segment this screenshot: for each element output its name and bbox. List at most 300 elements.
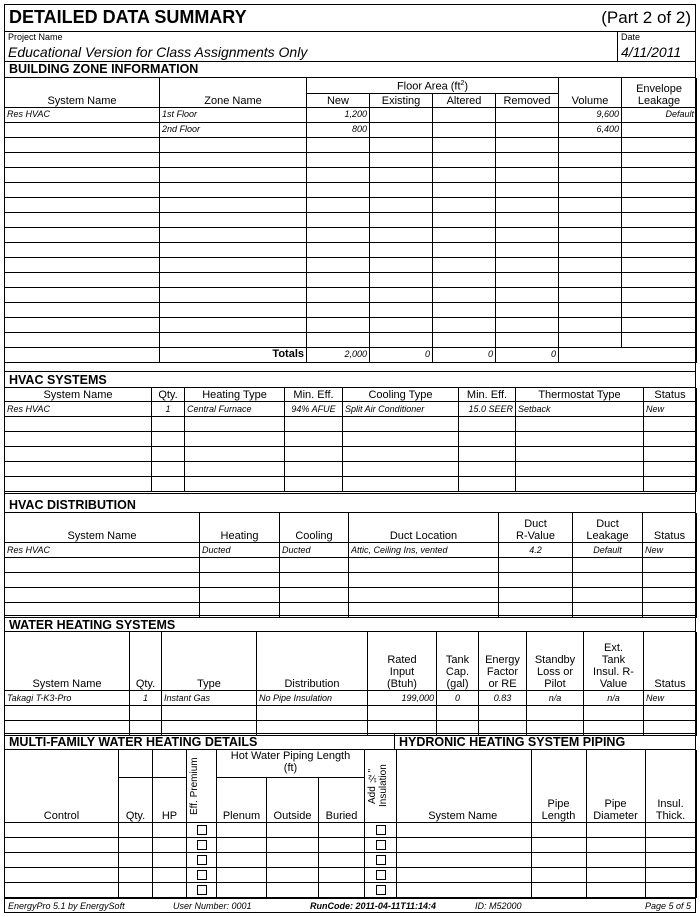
mf-cell (217, 838, 267, 853)
zone-cell-removed (496, 122, 559, 137)
leak-label-2: Leakage (586, 530, 629, 542)
zone-cell-new (307, 167, 370, 182)
floor-area-sup: 2 (460, 80, 465, 87)
floor-area-close: ) (464, 80, 469, 93)
hvac-cell (343, 432, 459, 447)
zone-col-zone: Zone Name (160, 78, 307, 107)
input-label-3: (Btuh) (387, 678, 417, 690)
distribution-cell (200, 588, 280, 603)
eff-premium-checkbox[interactable] (197, 870, 207, 880)
hvac-cell (152, 432, 185, 447)
section-water-title: WATER HEATING SYSTEMS (5, 615, 695, 632)
leakage-label: Leakage (637, 94, 681, 107)
zone-cell-altered (433, 107, 496, 122)
totals-label: Totals (160, 347, 307, 362)
mf-cell (267, 883, 319, 898)
thick-label-1: Insul. (657, 798, 684, 810)
thick-label-2: Thick. (655, 810, 686, 822)
zone-cell-zone (160, 197, 307, 212)
footer-id: ID: M52000 (475, 901, 522, 911)
zone-cell-altered (433, 152, 496, 167)
distribution-cell: New (643, 543, 697, 558)
hvac-cell (516, 462, 644, 477)
eff-premium-checkbox[interactable] (197, 840, 207, 850)
mf-cell (119, 838, 153, 853)
insul-label-4: Value (599, 678, 628, 690)
eff-premium-checkbox[interactable] (197, 885, 207, 895)
zone-cell-leakage (622, 212, 697, 227)
footer (5, 898, 695, 913)
mf-cell (217, 853, 267, 868)
distribution-cell (573, 573, 643, 588)
hvac-cell (644, 417, 697, 432)
zone-cell-altered (433, 182, 496, 197)
mf-cell (153, 823, 187, 838)
zone-cell-existing (370, 107, 433, 122)
water-col-ef (479, 632, 527, 691)
zone-cell-removed (496, 212, 559, 227)
table-row (5, 853, 397, 868)
table-row (395, 868, 696, 883)
zone-cell-removed (496, 272, 559, 287)
zone-cell-leakage (622, 242, 697, 257)
total-altered: 0 (433, 347, 496, 362)
mf-cell (267, 868, 319, 883)
zone-cell-system (5, 212, 160, 227)
input-label-1: Rated (387, 654, 417, 666)
zone-cell-removed (496, 182, 559, 197)
tank-label-3: (gal) (446, 678, 469, 690)
add-insulation-checkbox[interactable] (376, 840, 386, 850)
zone-cell-new (307, 212, 370, 227)
zone-col-new: New (307, 93, 370, 107)
mf-cell (267, 853, 319, 868)
zone-cell-removed (496, 242, 559, 257)
mf-cell (5, 868, 119, 883)
hydronic-table (395, 750, 697, 898)
totals-spacer-leakage (622, 347, 697, 362)
distribution-cell: Ducted (280, 543, 349, 558)
zone-cell-system (5, 227, 160, 242)
hydronic-cell (586, 823, 645, 838)
zone-cell-existing (370, 212, 433, 227)
distribution-cell (499, 558, 573, 573)
ef-label-1: Energy (485, 654, 520, 666)
table-row (5, 317, 697, 332)
mf-col-qty: Qty. (119, 778, 153, 823)
table-row (5, 137, 697, 152)
dist-col-location: Duct Location (349, 513, 499, 543)
mf-cell (217, 868, 267, 883)
distribution-cell (573, 588, 643, 603)
hydronic-cell (395, 838, 531, 853)
hvac-cell: 94% AFUE (285, 402, 343, 417)
eff-premium-checkbox[interactable] (197, 825, 207, 835)
hvac-col-header: Heating Type (185, 388, 285, 402)
table-row (5, 302, 697, 317)
footer-software: EnergyPro 5.1 by EnergySoft (8, 901, 125, 911)
hvac-cell (185, 432, 285, 447)
zone-col-existing: Existing (370, 93, 433, 107)
standby-label-3: Pilot (544, 678, 566, 690)
hvac-cell (285, 462, 343, 477)
zone-cell-zone (160, 317, 307, 332)
zone-table (4, 78, 697, 363)
hydronic-cell (395, 823, 531, 838)
footer-page: Page 5 of 5 (644, 901, 691, 911)
table-row (5, 272, 697, 287)
zone-cell-system (5, 287, 160, 302)
add-insulation-checkbox[interactable] (376, 885, 386, 895)
zone-cell-system (5, 302, 160, 317)
water-cell: 1 (130, 691, 162, 706)
water-cell (368, 706, 437, 721)
hydronic-cell (586, 853, 645, 868)
zone-cell-new (307, 182, 370, 197)
hvac-cell (516, 432, 644, 447)
hvac-cell (185, 417, 285, 432)
zone-cell-volume (559, 332, 622, 347)
zone-cell-leakage (622, 332, 697, 347)
footer-user: User Number: 0001 (173, 901, 252, 911)
zone-cell-zone (160, 212, 307, 227)
zone-cell-existing (370, 242, 433, 257)
hvac-cell: New (644, 402, 697, 417)
distribution-cell (280, 573, 349, 588)
add-insulation-checkbox[interactable] (376, 870, 386, 880)
zone-cell-leakage (622, 152, 697, 167)
water-col-status: Status (644, 632, 697, 691)
table-row (395, 838, 696, 853)
hvac-cell: Central Furnace (185, 402, 285, 417)
add-insulation-checkbox[interactable] (376, 825, 386, 835)
distribution-cell (5, 573, 200, 588)
mf-cell (5, 823, 119, 838)
mf-cell (319, 868, 365, 883)
hvac-cell (152, 462, 185, 477)
hydronic-cell (531, 883, 586, 898)
hvac-cell (5, 462, 152, 477)
zone-cell-system (5, 137, 160, 152)
table-row (5, 287, 697, 302)
hydronic-cell (645, 883, 696, 898)
water-col-system: System Name (5, 632, 130, 691)
hvac-cell (516, 447, 644, 462)
section-distribution-title: HVAC DISTRIBUTION (5, 493, 695, 513)
distribution-cell (200, 573, 280, 588)
water-cell (437, 706, 479, 721)
zone-cell-zone (160, 332, 307, 347)
dist-col-heating: Heating (200, 513, 280, 543)
report-page (4, 4, 696, 913)
hvac-cell (5, 477, 152, 492)
mf-cell (319, 883, 365, 898)
input-label-2: Input (389, 666, 415, 678)
insulation-label: Add ½" Insulation (367, 764, 390, 808)
mf-cell (267, 823, 319, 838)
date-label: Date (621, 32, 641, 42)
distribution-cell (499, 573, 573, 588)
water-cell: 0 (437, 691, 479, 706)
hvac-cell (185, 462, 285, 477)
water-col-insul (584, 632, 644, 691)
zone-cell-system: Res HVAC (5, 107, 160, 122)
zone-cell-leakage (622, 317, 697, 332)
water-cell (527, 706, 584, 721)
zone-cell-altered (433, 317, 496, 332)
hvac-cell (644, 447, 697, 462)
zone-cell-volume (559, 167, 622, 182)
hydronic-cell (531, 823, 586, 838)
table-row (5, 212, 697, 227)
mf-cell (153, 883, 187, 898)
zone-cell-system (5, 167, 160, 182)
piping-unit-label: (ft) (283, 762, 298, 774)
mf-col-piping (217, 750, 365, 778)
zone-cell-removed (496, 152, 559, 167)
mf-cell (187, 853, 217, 868)
distribution-cell (5, 588, 200, 603)
distribution-cell (349, 558, 499, 573)
distribution-cell: Default (573, 543, 643, 558)
table-row (5, 122, 697, 137)
zone-col-floor-area (307, 78, 559, 93)
mf-cell (267, 838, 319, 853)
zone-cell-zone (160, 182, 307, 197)
table-row (5, 477, 697, 492)
water-cell (257, 706, 368, 721)
table-row (5, 257, 697, 272)
zone-cell-existing (370, 167, 433, 182)
mf-cell (119, 868, 153, 883)
zone-cell-system (5, 122, 160, 137)
hydronic-cell (395, 883, 531, 898)
water-col-type: Type (162, 632, 257, 691)
zone-cell-removed (496, 287, 559, 302)
insul-label-2: Tank (601, 654, 626, 666)
zone-cell-system (5, 272, 160, 287)
zone-cell-zone (160, 167, 307, 182)
hydronic-cell (395, 853, 531, 868)
mf-col-eff-premium (187, 750, 217, 823)
hvac-col-header: Cooling Type (343, 388, 459, 402)
zone-cell-system (5, 317, 160, 332)
zone-cell-existing (370, 257, 433, 272)
water-col-qty: Qty. (130, 632, 162, 691)
hvac-cell (516, 417, 644, 432)
zone-cell-zone (160, 227, 307, 242)
zone-cell-leakage (622, 197, 697, 212)
hydronic-cell (645, 838, 696, 853)
zone-cell-zone (160, 152, 307, 167)
water-cell (584, 706, 644, 721)
water-col-input (368, 632, 437, 691)
zone-cell-removed (496, 332, 559, 347)
water-cell (162, 706, 257, 721)
table-row (5, 107, 697, 122)
table-row (5, 332, 697, 347)
table-row (395, 853, 696, 868)
hvac-col-header: Min. Eff. (459, 388, 516, 402)
hvac-cell: 15.0 SEER (459, 402, 516, 417)
zone-cell-volume: 9,600 (559, 107, 622, 122)
mf-cell (119, 883, 153, 898)
water-cell: 199,000 (368, 691, 437, 706)
length-label-2: Length (541, 810, 576, 822)
table-row (5, 152, 697, 167)
tank-label-1: Tank (445, 654, 470, 666)
hydronic-cell (586, 883, 645, 898)
table-row (5, 706, 697, 721)
zone-cell-existing (370, 197, 433, 212)
zone-col-altered: Altered (433, 93, 496, 107)
zone-col-volume: Volume (559, 78, 622, 107)
hyd-col-system: System Name (395, 750, 531, 823)
dist-col-leakage (573, 513, 643, 543)
zone-cell-system (5, 332, 160, 347)
mf-cell (319, 823, 365, 838)
zone-cell-zone: 1st Floor (160, 107, 307, 122)
section-zone-title: BUILDING ZONE INFORMATION (5, 61, 695, 78)
add-insulation-checkbox[interactable] (376, 855, 386, 865)
project-name-label: Project Name (8, 32, 63, 42)
table-row (5, 167, 697, 182)
table-row (5, 868, 397, 883)
zone-cell-altered (433, 137, 496, 152)
zone-cell-altered (433, 302, 496, 317)
mf-cell (187, 868, 217, 883)
zone-cell-new (307, 227, 370, 242)
zone-cell-system (5, 242, 160, 257)
zone-cell-new (307, 317, 370, 332)
mf-col-outside: Outside (267, 778, 319, 823)
zone-cell-removed (496, 227, 559, 242)
table-row (5, 197, 697, 212)
zone-cell-volume (559, 212, 622, 227)
dist-col-status: Status (643, 513, 697, 543)
zone-cell-existing (370, 137, 433, 152)
total-existing: 0 (370, 347, 433, 362)
table-row (5, 242, 697, 257)
zone-cell-altered (433, 197, 496, 212)
distribution-cell: 4.2 (499, 543, 573, 558)
section-hydronic-title: HYDRONIC HEATING SYSTEM PIPING (395, 733, 695, 750)
hydronic-cell (645, 868, 696, 883)
eff-premium-checkbox[interactable] (197, 855, 207, 865)
water-cell (479, 706, 527, 721)
table-row (5, 823, 397, 838)
hydronic-cell (395, 868, 531, 883)
hvac-cell: Split Air Conditioner (343, 402, 459, 417)
zone-cell-system (5, 197, 160, 212)
distribution-table (4, 513, 697, 618)
eff-premium-label: Eff. Premium (189, 757, 200, 815)
zone-cell-zone (160, 137, 307, 152)
zone-cell-altered (433, 167, 496, 182)
dist-col-cooling: Cooling (280, 513, 349, 543)
dist-col-system: System Name (5, 513, 200, 543)
mf-cell (365, 883, 397, 898)
report-title: DETAILED DATA SUMMARY (9, 7, 247, 27)
hvac-cell (459, 477, 516, 492)
hvac-cell (343, 462, 459, 477)
hvac-col-header: System Name (5, 388, 152, 402)
hvac-cell (285, 447, 343, 462)
water-cell (5, 706, 130, 721)
zone-cell-new (307, 302, 370, 317)
hvac-cell (152, 417, 185, 432)
part-indicator: (Part 2 of 2) (601, 8, 691, 27)
zone-cell-altered (433, 122, 496, 137)
zone-cell-volume (559, 152, 622, 167)
mf-col-control: Control (5, 750, 119, 823)
zone-cell-leakage (622, 167, 697, 182)
mf-col-qty-top (119, 750, 153, 778)
zone-cell-volume (559, 287, 622, 302)
total-new: 2,000 (307, 347, 370, 362)
zone-cell-leakage (622, 287, 697, 302)
hydronic-cell (586, 838, 645, 853)
mf-cell (119, 853, 153, 868)
zone-cell-new (307, 242, 370, 257)
distribution-cell (499, 588, 573, 603)
water-cell: No Pipe Insulation (257, 691, 368, 706)
hvac-cell (185, 477, 285, 492)
zone-cell-zone: 2nd Floor (160, 122, 307, 137)
insul-label-3: Insul. R- (593, 666, 634, 678)
length-label-1: Pipe (547, 798, 570, 810)
table-row (5, 417, 697, 432)
water-cell: n/a (527, 691, 584, 706)
hvac-cell (459, 432, 516, 447)
mf-cell (319, 853, 365, 868)
hvac-cell: 1 (152, 402, 185, 417)
hvac-cell (459, 417, 516, 432)
title-bar (5, 5, 695, 32)
hydronic-cell (531, 853, 586, 868)
table-row (5, 558, 697, 573)
hvac-col-header: Qty. (152, 388, 185, 402)
distribution-cell (643, 558, 697, 573)
distribution-cell (573, 558, 643, 573)
zone-cell-removed (496, 167, 559, 182)
zone-cell-removed (496, 197, 559, 212)
mf-cell (153, 868, 187, 883)
mf-cell (5, 853, 119, 868)
distribution-cell (643, 588, 697, 603)
zone-cell-new (307, 287, 370, 302)
hvac-col-header: Min. Eff. (285, 388, 343, 402)
table-row (5, 838, 397, 853)
ef-label-3: or RE (488, 678, 517, 690)
distribution-cell: Res HVAC (5, 543, 200, 558)
zone-cell-leakage (622, 302, 697, 317)
water-cell: Takagi T-K3-Pro (5, 691, 130, 706)
standby-label-1: Standby (534, 654, 576, 666)
table-row (5, 573, 697, 588)
zone-cell-leakage (622, 227, 697, 242)
multifamily-table (4, 750, 397, 898)
zone-cell-new (307, 152, 370, 167)
section-multifamily-title: MULTI-FAMILY WATER HEATING DETAILS (5, 733, 395, 750)
mf-col-plenum: Plenum (217, 778, 267, 823)
water-table (4, 632, 697, 736)
project-bar (5, 31, 695, 62)
rvalue-label-1: Duct (524, 518, 547, 530)
hvac-cell (185, 447, 285, 462)
distribution-cell (643, 573, 697, 588)
zone-cell-existing (370, 152, 433, 167)
